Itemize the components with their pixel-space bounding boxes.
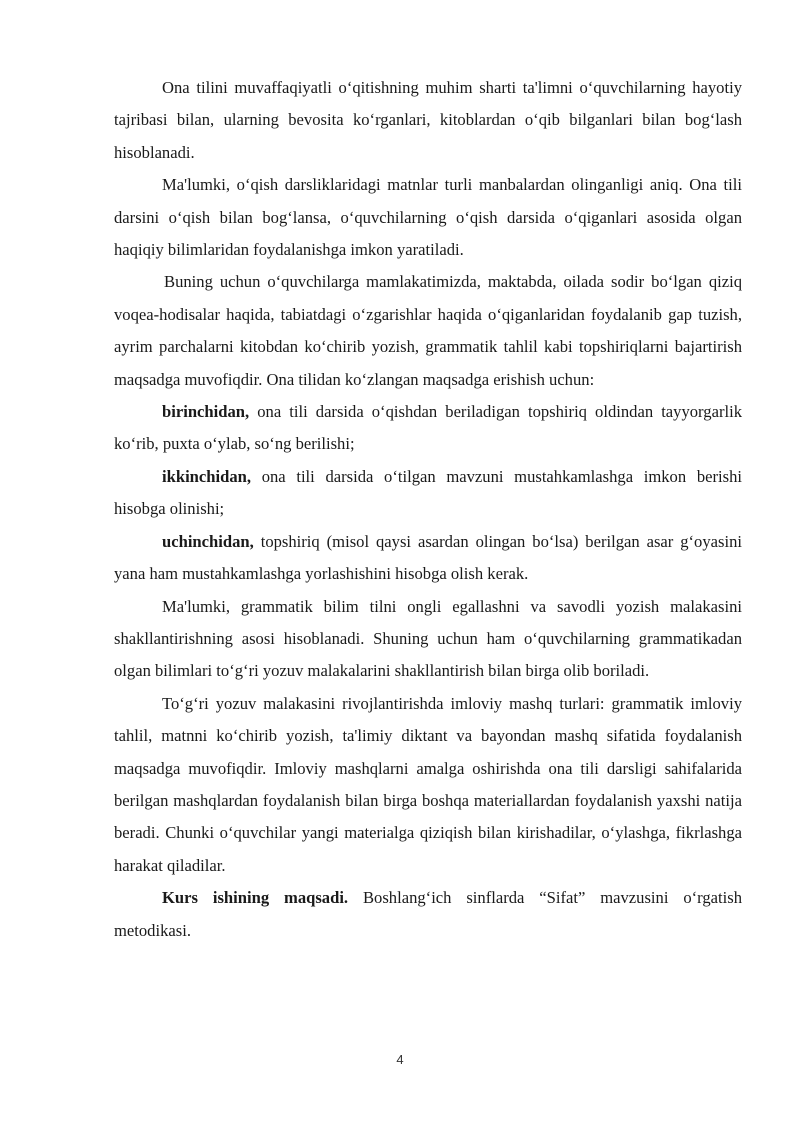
paragraph-5-lead: ikkinchidan,	[162, 466, 252, 486]
paragraph-5-text: ona tili darsida o‘tilgan mavzuni mustahkamlashga imkon berishi hisobga olinishi;	[114, 466, 742, 519]
paragraph-4	[114, 396, 742, 461]
paragraph-3-text: Buning uchun o‘quvchilarga mamlakatimizda, maktabda, oilada sodir bo‘lgan qiziq voqea-hodisalar haqida, tabiatdagi o‘zgarishlar haqida o‘qiganlaridan foydalanib gap tuzish, ayrim parchalarni kitobdan ko‘chirib yozish, grammatik tahlil kabi topshiriqlarni bajartirish maqsadga muvofiqdir. Ona tilidan ko‘zlangan maqsadga erishish uchun:	[114, 272, 742, 389]
paragraph-2-text: Ma'lumki, o‘qish darsliklaridagi matnlar turli manbalardan olinganligi aniq. Ona tili darsini o‘qish bilan bog‘lansa, o‘quvchilarning o‘qish darsida o‘qiganlari asosida olgan haqiqiy bilimlaridan foydalanishga imkon yaratiladi.	[114, 175, 742, 260]
paragraph-5	[114, 461, 742, 526]
paragraph-9	[114, 882, 742, 947]
paragraph-9-text: Boshlang‘ich sinflarda “Sifat” mavzusini o‘rgatish metodikasi.	[114, 888, 742, 940]
paragraph-9-lead: Kurs ishining maqsadi.	[162, 888, 349, 908]
paragraph-7	[114, 591, 742, 688]
paragraph-2	[114, 169, 742, 266]
paragraph-8-text: To‘g‘ri yozuv malakasini rivojlantirishda imloviy mashq turlari: grammatik imloviy tahlil, matnni ko‘chirib yozish, ta'limiy diktant va bayondan mashq sifatida foydalanish maqsadga muvofiqdir. Imloviy mashqlarni amalga oshirishda ona tili darsligi sahifalarida berilgan mashqlardan foydalanish bilan birga boshqa materiallardan foydalanish yaxshi natija beradi. Chunki o‘quvchilar yangi materialga qiziqish bilan kirishadilar, o‘ylashga, fikrlashga harakat qiladilar.	[114, 693, 742, 875]
paragraph-4-lead: birinchidan,	[162, 402, 250, 422]
paragraph-8	[114, 688, 742, 882]
page-number: 4	[396, 1052, 404, 1067]
paragraph-4-text: ona tili darsida o‘qishdan beriladigan topshiriq oldindan tayyorgarlik ko‘rib, puxta o‘ylab, so‘ng berilishi;	[114, 402, 742, 454]
body-text	[114, 72, 742, 947]
paragraph-3	[114, 266, 742, 396]
paragraph-1-text: Ona tilini muvaffaqiyatli o‘qitishning muhim sharti ta'limni o‘quvchilarning hayotiy tajribasi bilan, ularning bevosita ko‘rganlari, kitoblardan o‘qib bilganlari bilan bog‘lash hisoblanadi.	[114, 78, 742, 162]
paragraph-6-text: topshiriq (misol qaysi asardan olingan bo‘lsa) berilgan asar g‘oyasini yana ham mustahkamlashga yorlashishini hisobga olish kerak.	[114, 531, 742, 584]
paragraph-1	[114, 72, 742, 169]
paragraph-6	[114, 526, 742, 591]
paragraph-6-lead: uchinchidan,	[162, 531, 254, 551]
paragraph-7-text: Ma'lumki, grammatik bilim tilni ongli egallashni va savodli yozish malakasini shakllantirishning asosi hisoblanadi. Shuning uchun ham o‘quvchilarning grammatikadan olgan bilimlari to‘g‘ri yozuv malakalarini shakllantirish bilan birga olib boriladi.	[114, 596, 742, 681]
